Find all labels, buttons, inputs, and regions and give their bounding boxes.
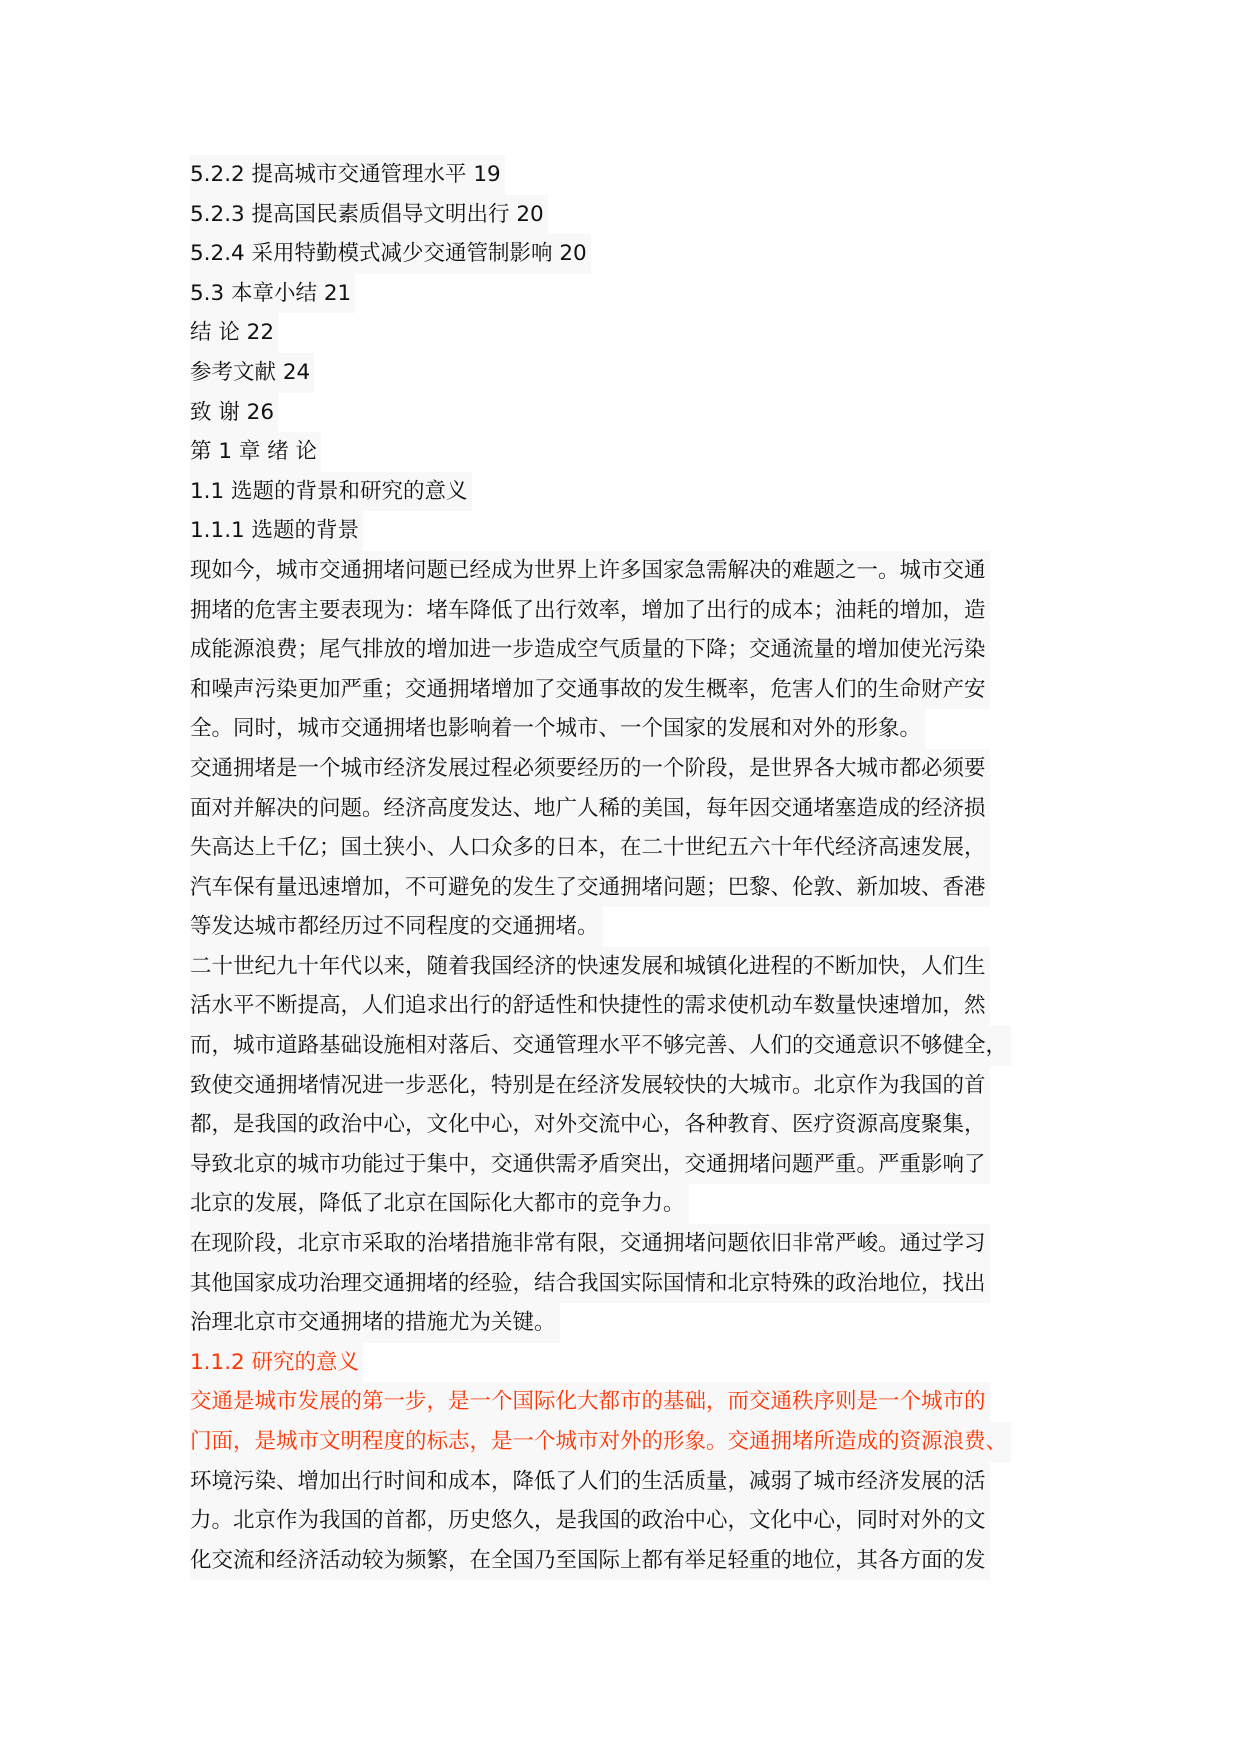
toc-entry-text: 结 论 22: [190, 313, 278, 353]
paragraph-line: [190, 1066, 1090, 1106]
paragraph-line: [190, 1501, 1090, 1541]
paragraph-line-text: 失高达上千亿；国土狭小、人口众多的日本，在二十世纪五六十年代经济高速发展，: [190, 828, 990, 868]
toc-entry-text: 5.2.4 采用特勤模式减少交通管制影响 20: [190, 234, 591, 274]
paragraph-line: [190, 986, 1090, 1026]
paragraph-line: [190, 868, 1090, 908]
paragraph-line-text: 活水平不断提高，人们追求出行的舒适性和快捷性的需求使机动车数量快速增加，然: [190, 986, 990, 1026]
paragraph-line-text: 成能源浪费；尾气排放的增加进一步造成空气质量的下降；交通流量的增加使光污染: [190, 630, 990, 670]
subsection-heading: [190, 511, 1090, 551]
paragraph-line-highlighted: [190, 1382, 1090, 1422]
paragraph-line: [190, 1026, 1090, 1066]
paragraph-line-text: 导致北京的城市功能过于集中，交通供需矛盾突出，交通拥堵问题严重。严重影响了: [190, 1145, 990, 1185]
paragraph-line-text: 等发达城市都经历过不同程度的交通拥堵。: [190, 907, 603, 947]
paragraph-line: [190, 789, 1090, 829]
toc-entry-text: 5.2.2 提高城市交通管理水平 19: [190, 155, 505, 195]
paragraph-line: [190, 1224, 1090, 1264]
paragraph-line: [190, 749, 1090, 789]
paragraph-line-text: 拥堵的危害主要表现为：堵车降低了出行效率，增加了出行的成本；油耗的增加，造: [190, 591, 990, 631]
paragraph-line: [190, 1303, 1090, 1343]
subsection-heading-highlighted-text: 1.1.2 研究的意义: [190, 1343, 363, 1383]
toc-entry: [190, 313, 1090, 353]
toc-entry: [190, 234, 1090, 274]
paragraph-line: [190, 828, 1090, 868]
subsection-heading-text: 1.1.1 选题的背景: [190, 511, 363, 551]
section-heading: [190, 472, 1090, 512]
paragraph-line-text: 治理北京市交通拥堵的措施尤为关键。: [190, 1303, 560, 1343]
paragraph-line-text: 汽车保有量迅速增加，不可避免的发生了交通拥堵问题；巴黎、伦敦、新加坡、香港: [190, 868, 990, 908]
paragraph-line-highlighted-text: 交通是城市发展的第一步，是一个国际化大都市的基础，而交通秩序则是一个城市的: [190, 1382, 990, 1422]
paragraph-line-text: 化交流和经济活动较为频繁，在全国乃至国际上都有举足轻重的地位，其各方面的发: [190, 1541, 990, 1581]
paragraph-line-text: 二十世纪九十年代以来，随着我国经济的快速发展和城镇化进程的不断加快，人们生: [190, 947, 990, 987]
paragraph-line: [190, 670, 1090, 710]
paragraph-line: [190, 1145, 1090, 1185]
paragraph-line: [190, 1462, 1090, 1502]
chapter-title-text: 第 1 章 绪 论: [190, 432, 321, 472]
toc-entry-text: 5.3 本章小结 21: [190, 274, 355, 314]
toc-entry: [190, 195, 1090, 235]
toc-entry-text: 参考文献 24: [190, 353, 314, 393]
toc-entry: [190, 155, 1090, 195]
toc-entry-text: 致 谢 26: [190, 393, 278, 433]
paragraph-line-text: 致使交通拥堵情况进一步恶化，特别是在经济发展较快的大城市。北京作为我国的首: [190, 1066, 990, 1106]
paragraph-line: [190, 1541, 1090, 1581]
paragraph-line-text: 而，城市道路基础设施相对落后、交通管理水平不够完善、人们的交通意识不够健全，: [190, 1026, 1011, 1066]
paragraph-line-text: 和噪声污染更加严重；交通拥堵增加了交通事故的发生概率，危害人们的生命财产安: [190, 670, 990, 710]
paragraph-line-text: 在现阶段，北京市采取的治堵措施非常有限，交通拥堵问题依旧非常严峻。通过学习: [190, 1224, 990, 1264]
paragraph-line: [190, 591, 1090, 631]
paragraph-line-highlighted-text: 门面，是城市文明程度的标志，是一个城市对外的形象。交通拥堵所造成的资源浪费、: [190, 1422, 1011, 1462]
paragraph-line-text: 面对并解决的问题。经济高度发达、地广人稀的美国，每年因交通堵塞造成的经济损: [190, 789, 990, 829]
toc-entry: [190, 353, 1090, 393]
toc-entry: [190, 274, 1090, 314]
section-heading-text: 1.1 选题的背景和研究的意义: [190, 472, 472, 512]
paragraph-line: [190, 709, 1090, 749]
paragraph-line: [190, 1105, 1090, 1145]
paragraph-line: [190, 907, 1090, 947]
document-body: [190, 155, 1090, 1580]
paragraph-line-text: 交通拥堵是一个城市经济发展过程必须要经历的一个阶段，是世界各大城市都必须要: [190, 749, 990, 789]
paragraph-line-text: 现如今，城市交通拥堵问题已经成为世界上许多国家急需解决的难题之一。城市交通: [190, 551, 990, 591]
paragraph-line-text: 北京的发展，降低了北京在国际化大都市的竞争力。: [190, 1184, 689, 1224]
paragraph-line: [190, 551, 1090, 591]
toc-entry-text: 5.2.3 提高国民素质倡导文明出行 20: [190, 195, 548, 235]
paragraph-line: [190, 947, 1090, 987]
toc-entry: [190, 393, 1090, 433]
paragraph-line: [190, 630, 1090, 670]
chapter-title: [190, 432, 1090, 472]
paragraph-line-text: 力。北京作为我国的首都，历史悠久，是我国的政治中心，文化中心，同时对外的文: [190, 1501, 990, 1541]
paragraph-line-text: 环境污染、增加出行时间和成本，降低了人们的生活质量，减弱了城市经济发展的活: [190, 1462, 990, 1502]
paragraph-line-highlighted: [190, 1422, 1090, 1462]
subsection-heading-highlighted: [190, 1343, 1090, 1383]
paragraph-line: [190, 1184, 1090, 1224]
paragraph-line-text: 都，是我国的政治中心，文化中心，对外交流中心，各种教育、医疗资源高度聚集，: [190, 1105, 990, 1145]
paragraph-line: [190, 1264, 1090, 1304]
paragraph-line-text: 全。同时，城市交通拥堵也影响着一个城市、一个国家的发展和对外的形象。: [190, 709, 925, 749]
paragraph-line-text: 其他国家成功治理交通拥堵的经验，结合我国实际国情和北京特殊的政治地位，找出: [190, 1264, 990, 1304]
